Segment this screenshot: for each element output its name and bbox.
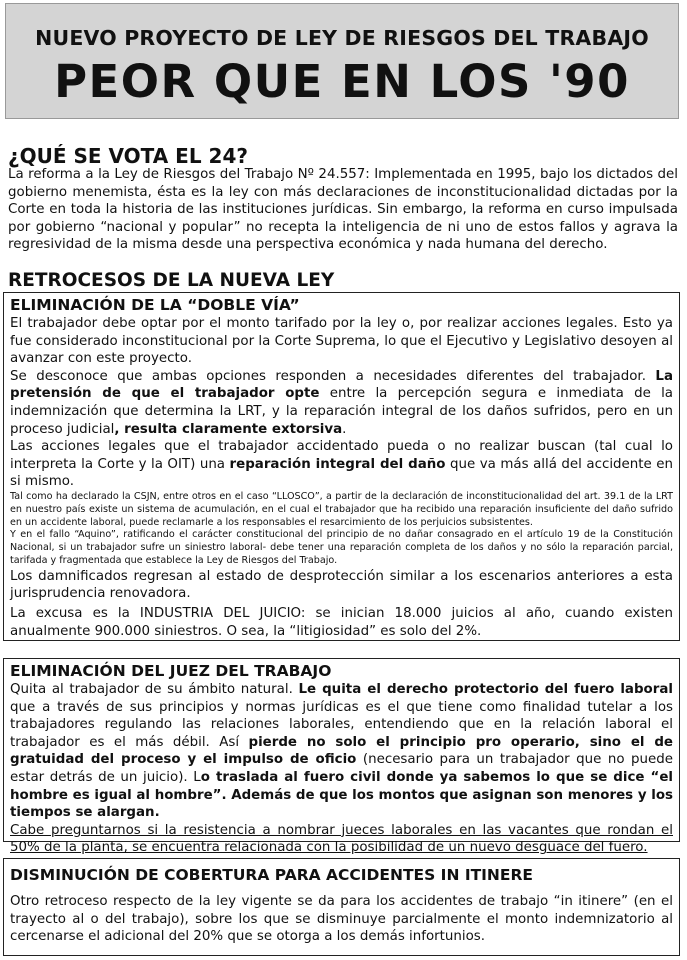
- doble-via-title: ELIMINACIÓN DE LA “DOBLE VÍA”: [10, 296, 300, 314]
- doble-via-paragraph-1: El trabajador debe optar por el monto tarifado por la ley o, por realizar acciones legales. Esto ya fue considerado inconstitucional por la Corte Suprema, lo que el Ejecutivo y Legislativo desoyen al avanzar con este proyecto.: [10, 316, 673, 367]
- bold-segment: reparación integral del daño: [229, 456, 446, 472]
- bold-segment: La pretensión de que el trabajador opte: [10, 368, 673, 402]
- doble-via-paragraph-3: [10, 438, 673, 491]
- text-segment: Se desconoce que ambas opciones responden a necesidades diferentes del trabajador.: [10, 368, 656, 384]
- text-segment: entre la percepción segura e inmediata de la indemnización que determina la LRT, y la reparación integral de los daños sufridos, pero en un proceso judicial: [10, 386, 674, 437]
- doble-via-box: [3, 292, 680, 641]
- text-segment: que a través de sus principios y normas jurídicas es el que tiene como finalidad tutelar a los trabajadores regulando las relaciones laborales, entendiendo que en la relación laboral el trabajador es el más débil. Así: [10, 699, 673, 750]
- text-segment: .: [342, 421, 347, 437]
- text-segment: Quita al trabajador de su ámbito natural.: [10, 682, 299, 697]
- in-itinere-title: DISMINUCIÓN DE COBERTURA PARA ACCIDENTES IN ITINERE: [10, 866, 534, 884]
- llosco-note: Tal como ha declarado la CSJN, entre otros en el caso “LLOSCO”, a partir de la declaración de inconstitucionalidad del art. 39.1 de la LRT en nuestro país existe un sistema de acumulación, en el cual el trabajador que ha recibido una reparación insuficiente del daño sufrido en un accidente laboral, puede reclamarle a los responsables el resarcimiento de los perjuicios subsistentes.: [10, 490, 673, 528]
- juez-del-trabajo-paragraph: [10, 681, 673, 822]
- section-heading: RETROCESOS DE LA NUEVA LEY: [8, 270, 335, 291]
- intro-heading: ¿QUÉ SE VOTA EL 24?: [8, 144, 248, 168]
- in-itinere-box: [3, 858, 680, 956]
- doble-via-paragraph-5: La excusa es la INDUSTRIA DEL JUICIO: se inician 18.000 juicios al año, cuando existen anualmente 900.000 siniestros. O sea, la “litigiosidad” es solo del 2%.: [10, 605, 673, 639]
- juez-del-trabajo-box: [3, 658, 680, 856]
- juez-del-trabajo-underlined-note: Cabe preguntarnos si la resistencia a nombrar jueces laborales en las vacantes que rondan el 50% de la planta, se encuentra relacionada con la posibilidad de un nuevo desguace del fuero.: [10, 822, 673, 856]
- bold-segment: Le quita el derecho protectorio del fuero laboral: [298, 682, 673, 697]
- juez-del-trabajo-title: ELIMINACIÓN DEL JUEZ DEL TRABAJO: [10, 662, 332, 680]
- text-segment: Las acciones legales que el trabajador accidentado pueda o no realizar buscan (tal cual lo interpreta la Corte y la OIT) una: [10, 439, 673, 472]
- doble-via-paragraph-2: [10, 368, 673, 438]
- header-subtitle: NUEVO PROYECTO DE LEY DE RIESGOS DEL TRABAJO: [35, 26, 649, 50]
- bold-segment: pierde no solo el principio pro operario, sino el de gratuidad del proceso y el impulso de oficio: [10, 734, 673, 768]
- bold-segment: o traslada al fuero civil donde ya sabemos lo que se dice “el hombre es igual al hombre”. Además de que los montos que asignan son menores y los tiempos se alargan.: [10, 769, 673, 821]
- text-segment: (necesario para un trabajador que no puede estar detrás de un juicio). L: [10, 752, 674, 785]
- text-segment: que va más allá del accidente en si mismo.: [10, 456, 673, 490]
- intro-paragraph: La reforma a la Ley de Riesgos del Trabajo Nº 24.557: Implementada en 1995, bajo los dictados del gobierno menemista, ésta es la ley con más declaraciones de inconstitucionalidad dictadas por la Corte en toda la historia de las instituciones jurídicas. Sin embargo, la reforma en curso impulsada por gobierno “nacional y popular” no recepta la inteligencia de ni uno de estos fallos y agrava la regresividad de la misma desde una perspectiva económica y nada humana del derecho.: [8, 167, 678, 253]
- header-title: PEOR QUE EN LOS '90: [54, 55, 630, 108]
- doble-via-paragraph-4: Los damnificados regresan al estado de desprotección similar a los escenarios anteriores a esta jurisprudencia renovadora.: [10, 568, 673, 602]
- header-banner: [5, 3, 679, 119]
- aquino-note: Y en el fallo “Aquino”, ratificando el carácter constitucional del principio de no dañar consagrado en el artículo 19 de la Constitución Nacional, si un trabajador sufre un siniestro laboral- debe tener una reparación completa de los daños y no sólo la reparación parcial, tarifada y fragmentada que establece la Ley de Riesgos del Trabajo.: [10, 529, 673, 566]
- bold-segment: , resulta claramente extorsiva: [114, 421, 343, 437]
- in-itinere-paragraph: Otro retroceso respecto de la ley vigente se da para los accidentes de trabajo “in itinere” (en el trayecto al o del trabajo), sobre los que se disminuye parcialmente el monto indemnizatorio al cercenarse el adicional del 20% que se otorga a los demás infortunios.: [10, 894, 673, 945]
